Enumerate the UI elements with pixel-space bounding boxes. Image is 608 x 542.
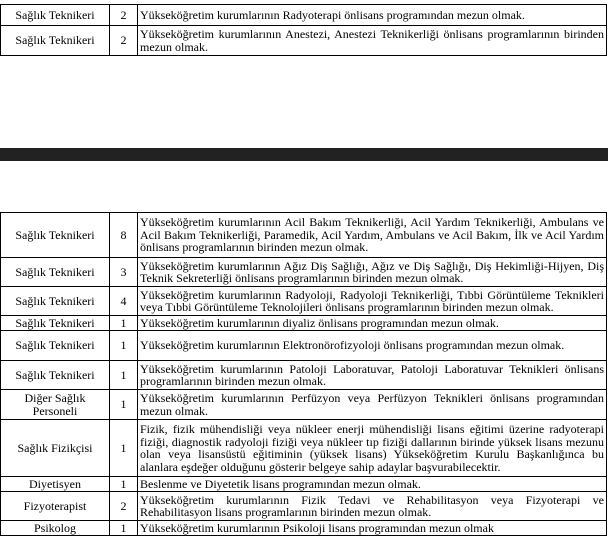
table-row bbox=[1, 420, 607, 477]
role-cell: Sağlık Teknikeri bbox=[1, 316, 110, 331]
requirement-cell: Beslenme ve Diyetetik lisans programından mezun olmak. bbox=[138, 477, 607, 492]
table-row bbox=[1, 390, 607, 420]
requirement-cell: Yükseköğretim kurumlarının Perfüzyon veya Perfüzyon Teknikleri önlisans programından mezun olmak. bbox=[138, 390, 607, 420]
table-row bbox=[1, 287, 607, 316]
count-cell: 1 bbox=[110, 390, 138, 420]
bottom-position-table bbox=[0, 212, 607, 536]
requirement-cell: Yükseköğretim kurumlarının Anestezi, Anestezi Teknikerliği önlisans programlarının birinden mezun olmak. bbox=[138, 26, 607, 56]
count-cell: 1 bbox=[110, 361, 138, 390]
table-row bbox=[1, 521, 607, 536]
requirement-cell: Yükseköğretim kurumlarının Elektronörofizyoloji önlisans programından mezun olmak. bbox=[138, 331, 607, 361]
table-row bbox=[1, 477, 607, 492]
top-position-table bbox=[0, 4, 607, 56]
count-cell: 3 bbox=[110, 258, 138, 287]
role-cell: Sağlık Teknikeri bbox=[1, 26, 110, 56]
role-cell: Sağlık Teknikeri bbox=[1, 361, 110, 390]
table-row bbox=[1, 492, 607, 521]
role-cell: Sağlık Teknikeri bbox=[1, 258, 110, 287]
count-cell: 8 bbox=[110, 213, 138, 258]
role-cell: Diğer Sağlık Personeli bbox=[1, 390, 110, 420]
role-cell: Fizyoterapist bbox=[1, 492, 110, 521]
count-cell: 1 bbox=[110, 331, 138, 361]
requirement-cell: Yükseköğretim kurumlarının Psikoloji lisans programından mezun olmak bbox=[138, 521, 607, 536]
requirement-cell: Yükseköğretim kurumlarının Radyoloji, Radyoloji Teknikerliği, Tıbbi Görüntüleme Teknikleri veya Tıbbi Görüntüleme Teknolojileri önlisans programlarının birinden mezun olmak. bbox=[138, 287, 607, 316]
role-cell: Sağlık Teknikeri bbox=[1, 5, 110, 26]
section-divider-band bbox=[0, 148, 608, 161]
requirement-cell: Yükseköğretim kurumlarının Fizik Tedavi ve Rehabilitasyon veya Fizyoterapi ve Rehabilitasyon lisans programlarının birinden mezun olmak. bbox=[138, 492, 607, 521]
count-cell: 1 bbox=[110, 420, 138, 477]
role-cell: Sağlık Fizikçisi bbox=[1, 420, 110, 477]
requirement-cell: Fizik, fizik mühendisliği veya nükleer enerji mühendisliği lisans eğitimi üzerine radyoterapi fiziği, diagnostik radyoloji fiziği veya nükleer tıp fiziği dallarının birinde yüksek lisans mezunu olan veya lisansüstü eğitiminin (yüksek lisans) Yükseköğretim Kurulu Başkanlığınca bu alanlara eşdeğer olduğunu gösterir belgeye sahip adaylar başvurabilecektir. bbox=[138, 420, 607, 477]
count-cell: 4 bbox=[110, 287, 138, 316]
role-cell: Sağlık Teknikeri bbox=[1, 287, 110, 316]
table-row bbox=[1, 213, 607, 258]
requirement-cell: Yükseköğretim kurumlarının Radyoterapi önlisans programından mezun olmak. bbox=[138, 5, 607, 26]
table-row bbox=[1, 26, 607, 56]
count-cell: 2 bbox=[110, 5, 138, 26]
count-cell: 2 bbox=[110, 26, 138, 56]
table-row bbox=[1, 5, 607, 26]
table-row bbox=[1, 331, 607, 361]
table-row bbox=[1, 361, 607, 390]
role-cell: Psikolog bbox=[1, 521, 110, 536]
role-cell: Diyetisyen bbox=[1, 477, 110, 492]
table-row bbox=[1, 316, 607, 331]
count-cell: 2 bbox=[110, 492, 138, 521]
count-cell: 1 bbox=[110, 477, 138, 492]
requirement-cell: Yükseköğretim kurumlarının Ağız Diş Sağlığı, Ağız ve Diş Sağlığı, Diş Hekimliği-Hijyen, Diş Teknik Sekreterliği önlisans programlarının birinden mezun olmak. bbox=[138, 258, 607, 287]
role-cell: Sağlık Teknikeri bbox=[1, 331, 110, 361]
role-cell: Sağlık Teknikeri bbox=[1, 213, 110, 258]
count-cell: 1 bbox=[110, 316, 138, 331]
requirement-cell: Yükseköğretim kurumlarının Acil Bakım Teknikerliği, Acil Yardım Teknikerliği, Ambulans ve Acil Bakım Teknikerliği, Paramedik, Acil Yardım, Ambulans ve Acil Bakım, İlk ve Acil Yardım önlisans programlarının birinden mezun olmak. bbox=[138, 213, 607, 258]
table-row bbox=[1, 258, 607, 287]
requirement-cell: Yükseköğretim kurumlarının Patoloji Laboratuvar, Patoloji Laboratuvar Teknikleri önlisans programlarının birinden mezun olmak. bbox=[138, 361, 607, 390]
requirement-cell: Yükseköğretim kurumlarının diyaliz önlisans programından mezun olmak. bbox=[138, 316, 607, 331]
count-cell: 1 bbox=[110, 521, 138, 536]
